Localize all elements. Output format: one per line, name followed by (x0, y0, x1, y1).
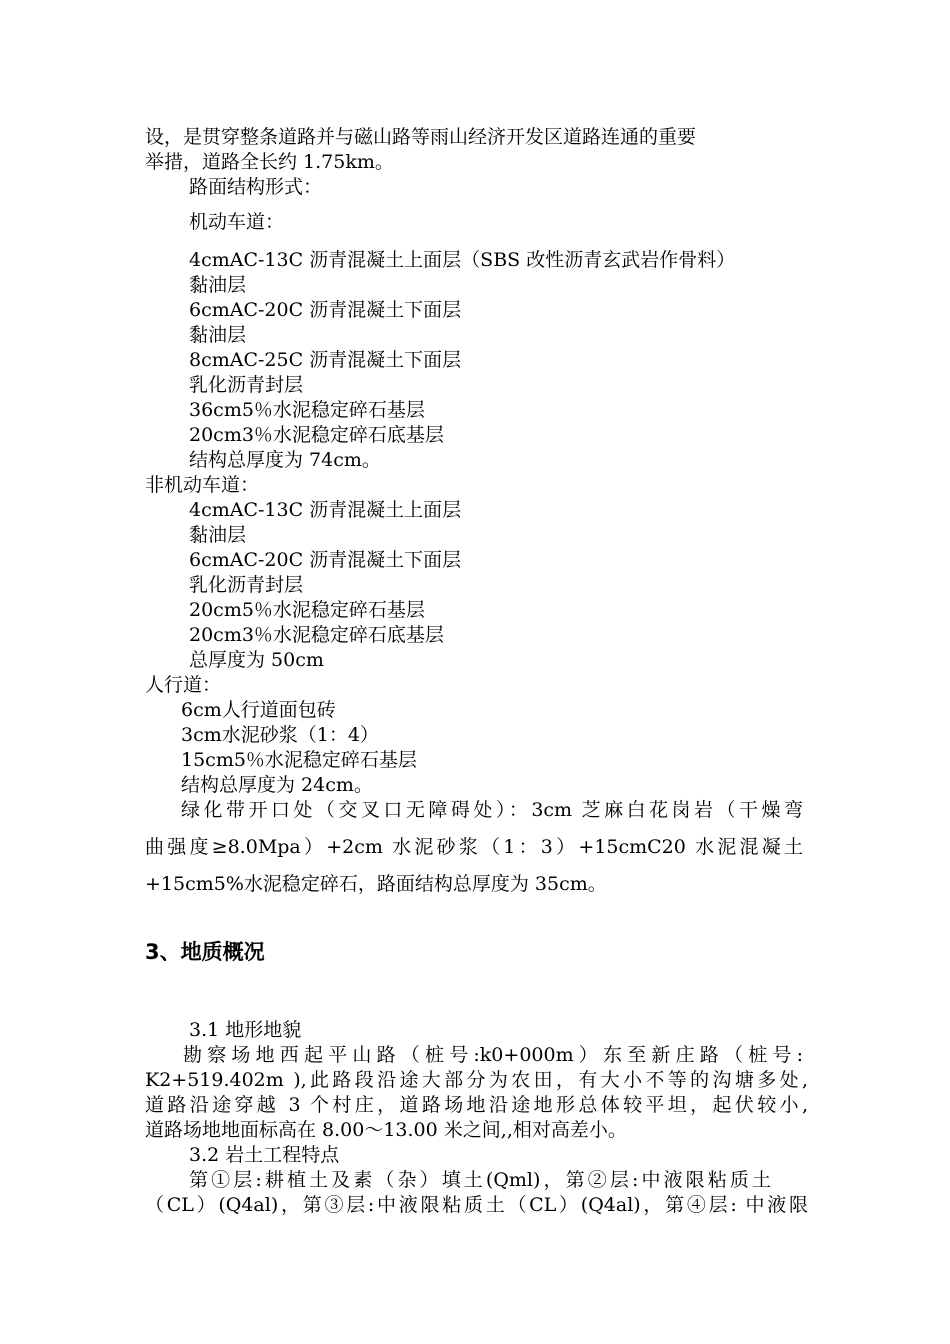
motor-lane-title: 机动车道： (189, 211, 285, 233)
sidewalk-layer-3: 15cm5％水泥稳定碎石基层 (181, 749, 417, 771)
motor-total: 结构总厚度为 74cm。 (189, 449, 381, 471)
motor-layer-8: 20cm3％水泥稳定碎石底基层 (189, 424, 444, 446)
section-3-2-line-1: 第①层:耕植土及素（杂）填土(Qml)，第②层:中液限粘质土 (189, 1169, 771, 1191)
nonmotor-layer-5: 20cm5％水泥稳定碎石基层 (189, 599, 425, 621)
section-3-heading: 3、地质概况 (145, 940, 265, 964)
motor-layer-2: 黏油层 (189, 274, 247, 296)
nonmotor-layer-4: 乳化沥青封层 (189, 574, 304, 596)
section-3-1-title: 3.1 地形地貌 (189, 1019, 302, 1041)
motor-layer-7: 36cm5％水泥稳定碎石基层 (189, 399, 425, 421)
green-belt-line-1: 绿化带开口处（交叉口无障碍处）：3cm 芝麻白花岗岩（干燥弯 (181, 799, 803, 821)
section-3-1-line-1: 勘察场地西起平山路（桩号:k0+000m）东至新庄路（桩号: (183, 1044, 803, 1066)
intro-line-2: 举措，道路全长约 1.75km。 (145, 151, 394, 173)
structure-title: 路面结构形式： (189, 176, 323, 198)
motor-layer-6: 乳化沥青封层 (189, 374, 304, 396)
section-3-2-line-2: （CL）(Q4al)，第③层:中液限粘质土（CL）(Q4al)，第④层: 中液限 (145, 1194, 808, 1216)
motor-layer-1: 4cmAC-13C 沥青混凝土上面层（SBS 改性沥青玄武岩作骨料） (189, 249, 736, 271)
section-3-2-title: 3.2 岩土工程特点 (189, 1144, 340, 1166)
nonmotor-layer-1: 4cmAC-13C 沥青混凝土上面层 (189, 499, 462, 521)
intro-line-1: 设，是贯穿整条道路并与磁山路等雨山经济开发区道路连通的重要 (145, 126, 697, 148)
section-3-1-line-4: 道路场地地面标高在 8.00～13.00 米之间,,相对高差小。 (145, 1119, 627, 1141)
sidewalk-layer-2: 3cm水泥砂浆（1：4） (181, 724, 379, 746)
green-belt-line-3: +15cm5%水泥稳定碎石，路面结构总厚度为 35cm。 (145, 873, 607, 895)
nonmotor-total: 总厚度为 50cm (189, 649, 324, 671)
section-3-1-line-2: K2+519.402m ),此路段沿途大部分为农田，有大小不等的沟塘多处, (145, 1069, 808, 1091)
motor-layer-5: 8cmAC-25C 沥青混凝土下面层 (189, 349, 462, 371)
nonmotor-layer-6: 20cm3％水泥稳定碎石底基层 (189, 624, 444, 646)
sidewalk-total: 结构总厚度为 24cm。 (181, 774, 373, 796)
green-belt-line-2: 曲强度≥8.0Mpa）+2cm 水泥砂浆（1：3）+15cmC20 水泥混凝土 (145, 836, 803, 858)
section-3-1-line-3: 道路沿途穿越 3 个村庄，道路场地沿途地形总体较平坦，起伏较小, (145, 1094, 808, 1116)
sidewalk-layer-1: 6cm人行道面包砖 (181, 699, 336, 721)
sidewalk-title: 人行道： (145, 674, 222, 696)
nonmotor-layer-3: 6cmAC-20C 沥青混凝土下面层 (189, 549, 462, 571)
motor-layer-4: 黏油层 (189, 324, 247, 346)
motor-layer-3: 6cmAC-20C 沥青混凝土下面层 (189, 299, 462, 321)
nonmotor-layer-2: 黏油层 (189, 524, 247, 546)
nonmotor-lane-title: 非机动车道： (145, 474, 260, 496)
